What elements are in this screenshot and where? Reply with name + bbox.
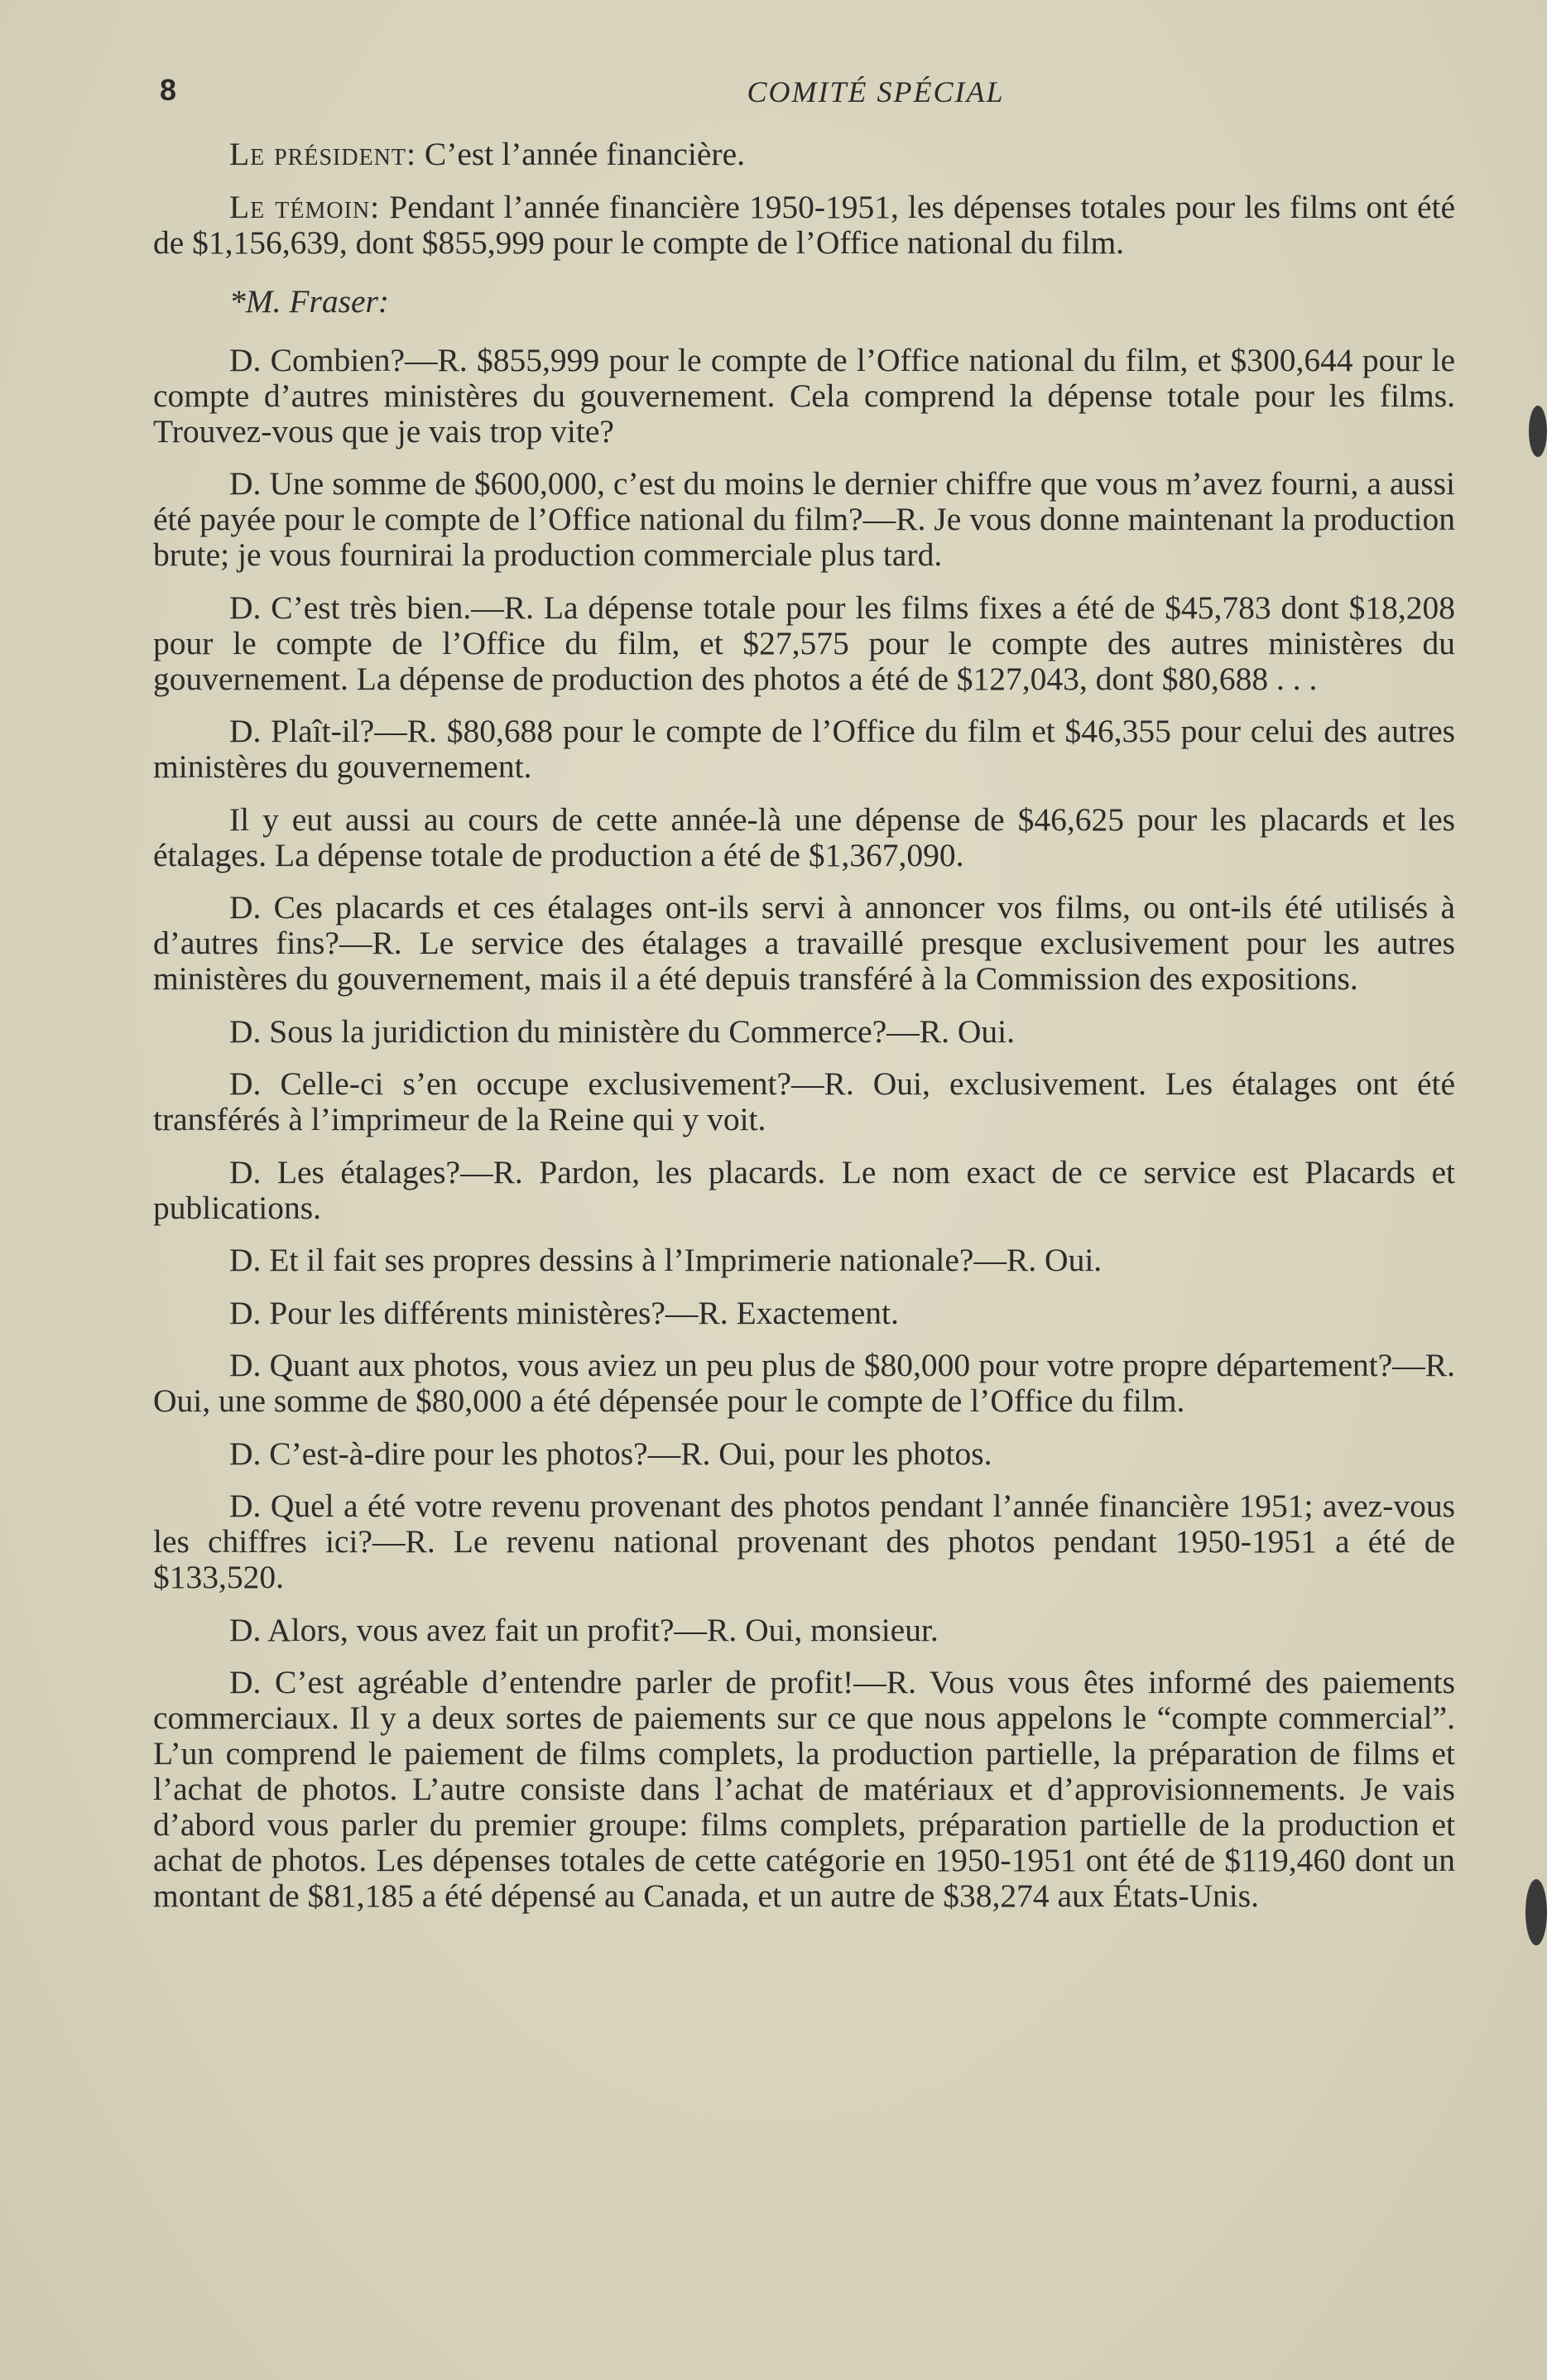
paragraph: D. Alors, vous avez fait un profit?—R. Oui, monsieur. <box>229 1611 939 1648</box>
paragraph: D. C’est agréable d’entendre parler de profit!—R. Vous vous êtes informé des paiements commerciaux. Il y a deux sortes de paiements sur ce que nous appelons le “compte commercial”. L’un comprend le paiement de films complets, la production partielle, la préparation de films et l’achat de photos. L’autre consiste dans l’achat de matériaux et d’approvisionnements. Je vais d’abord vous parler du premier groupe: films complets, préparation partielle de la production et achat de photos. Les dépenses totales de cette catégorie en 1950-1951 ont été de $119,460 dont un montant de $81,185 a été dépensé au Canada, et un autre de $38,274 aux États-Unis. <box>153 1664 1455 1914</box>
binding-hole-mark <box>1529 406 1547 457</box>
speaker-label: Le président: <box>229 136 416 172</box>
document-body <box>153 137 1455 1931</box>
binding-hole-mark <box>1525 1879 1547 1945</box>
page-number: 8 <box>160 73 177 107</box>
paragraph: D. Et il fait ses propres dessins à l’Imprimerie nationale?—R. Oui. <box>229 1242 1103 1278</box>
paragraph-text: C’est l’année financière. <box>416 136 745 172</box>
speaker-heading-fraser: *M. Fraser: <box>229 282 390 320</box>
paragraph-text: Pendant l’année financière 1950-1951, les dépenses totales pour les films ont été de $1,156,639, dont $855,999 pour le compte de l’Office national du film. <box>153 188 1455 261</box>
paragraph: D. Une somme de $600,000, c’est du moins le dernier chiffre que vous m’avez fourni, a aussi été payée pour le compte de l’Office national du film?—R. Je vous donne maintenant la production brute; je vous fournirai la production commerciale plus tard. <box>153 465 1455 573</box>
running-head: COMITÉ SPÉCIAL <box>747 75 1005 108</box>
paragraph: D. Celle-ci s’en occupe exclusivement?—R. Oui, exclusivement. Les étalages ont été transférés à l’imprimeur de la Reine qui y voit. <box>153 1065 1455 1137</box>
paragraph: D. Combien?—R. $855,999 pour le compte de l’Office national du film, et $300,644 pour le compte d’autres ministères du gouvernement. Cela comprend la dépense totale pour les films. Trouvez-vous que je vais trop vite? <box>153 341 1455 450</box>
paragraph-president <box>153 137 1455 172</box>
paragraph: D. Plaît-il?—R. $80,688 pour le compte de l’Office du film et $46,355 pour celui des autres ministères du gouvernement. <box>153 713 1455 785</box>
paragraph: D. C’est-à-dire pour les photos?—R. Oui, pour les photos. <box>229 1435 992 1472</box>
paragraph: D. Les étalages?—R. Pardon, les placards. Le nom exact de ce service est Placards et publications. <box>153 1153 1455 1226</box>
page-header <box>160 73 1451 114</box>
paragraph: D. Pour les différents ministères?—R. Exactement. <box>229 1294 899 1331</box>
paragraph: D. Quel a été votre revenu provenant des photos pendant l’année financière 1951; avez-vous les chiffres ici?—R. Le revenu national provenant des photos pendant 1950-1951 a été de $133,520. <box>153 1488 1455 1595</box>
paragraph-witness <box>153 190 1455 261</box>
speaker-label: Le témoin: <box>229 188 381 225</box>
paragraph: D. Quant aux photos, vous aviez un peu plus de $80,000 pour votre propre département?—R. Oui, une somme de $80,000 a été dépensée pour le compte de l’Office du film. <box>153 1347 1455 1419</box>
paragraph: D. Sous la juridiction du ministère du Commerce?—R. Oui. <box>229 1012 1015 1050</box>
paragraph: D. Ces placards et ces étalages ont-ils servi à annoncer vos films, ou ont-ils été utilisés à d’autres fins?—R. Le service des étalages a travaillé presque exclusivement pour les autres ministères du gouvernement, mais il a été depuis transféré à la Commission des expositions. <box>153 889 1455 997</box>
paragraph: D. C’est très bien.—R. La dépense totale pour les films fixes a été de $45,783 dont $18,208 pour le compte de l’Office du film, et $27,575 pour le compte des autres ministères du gouvernement. La dépense de production des photos a été de $127,043, dont $80,688 . . . <box>153 589 1455 697</box>
paragraph: Il y eut aussi au cours de cette année-là une dépense de $46,625 pour les placards et les étalages. La dépense totale de production a été de $1,367,090. <box>153 801 1455 873</box>
